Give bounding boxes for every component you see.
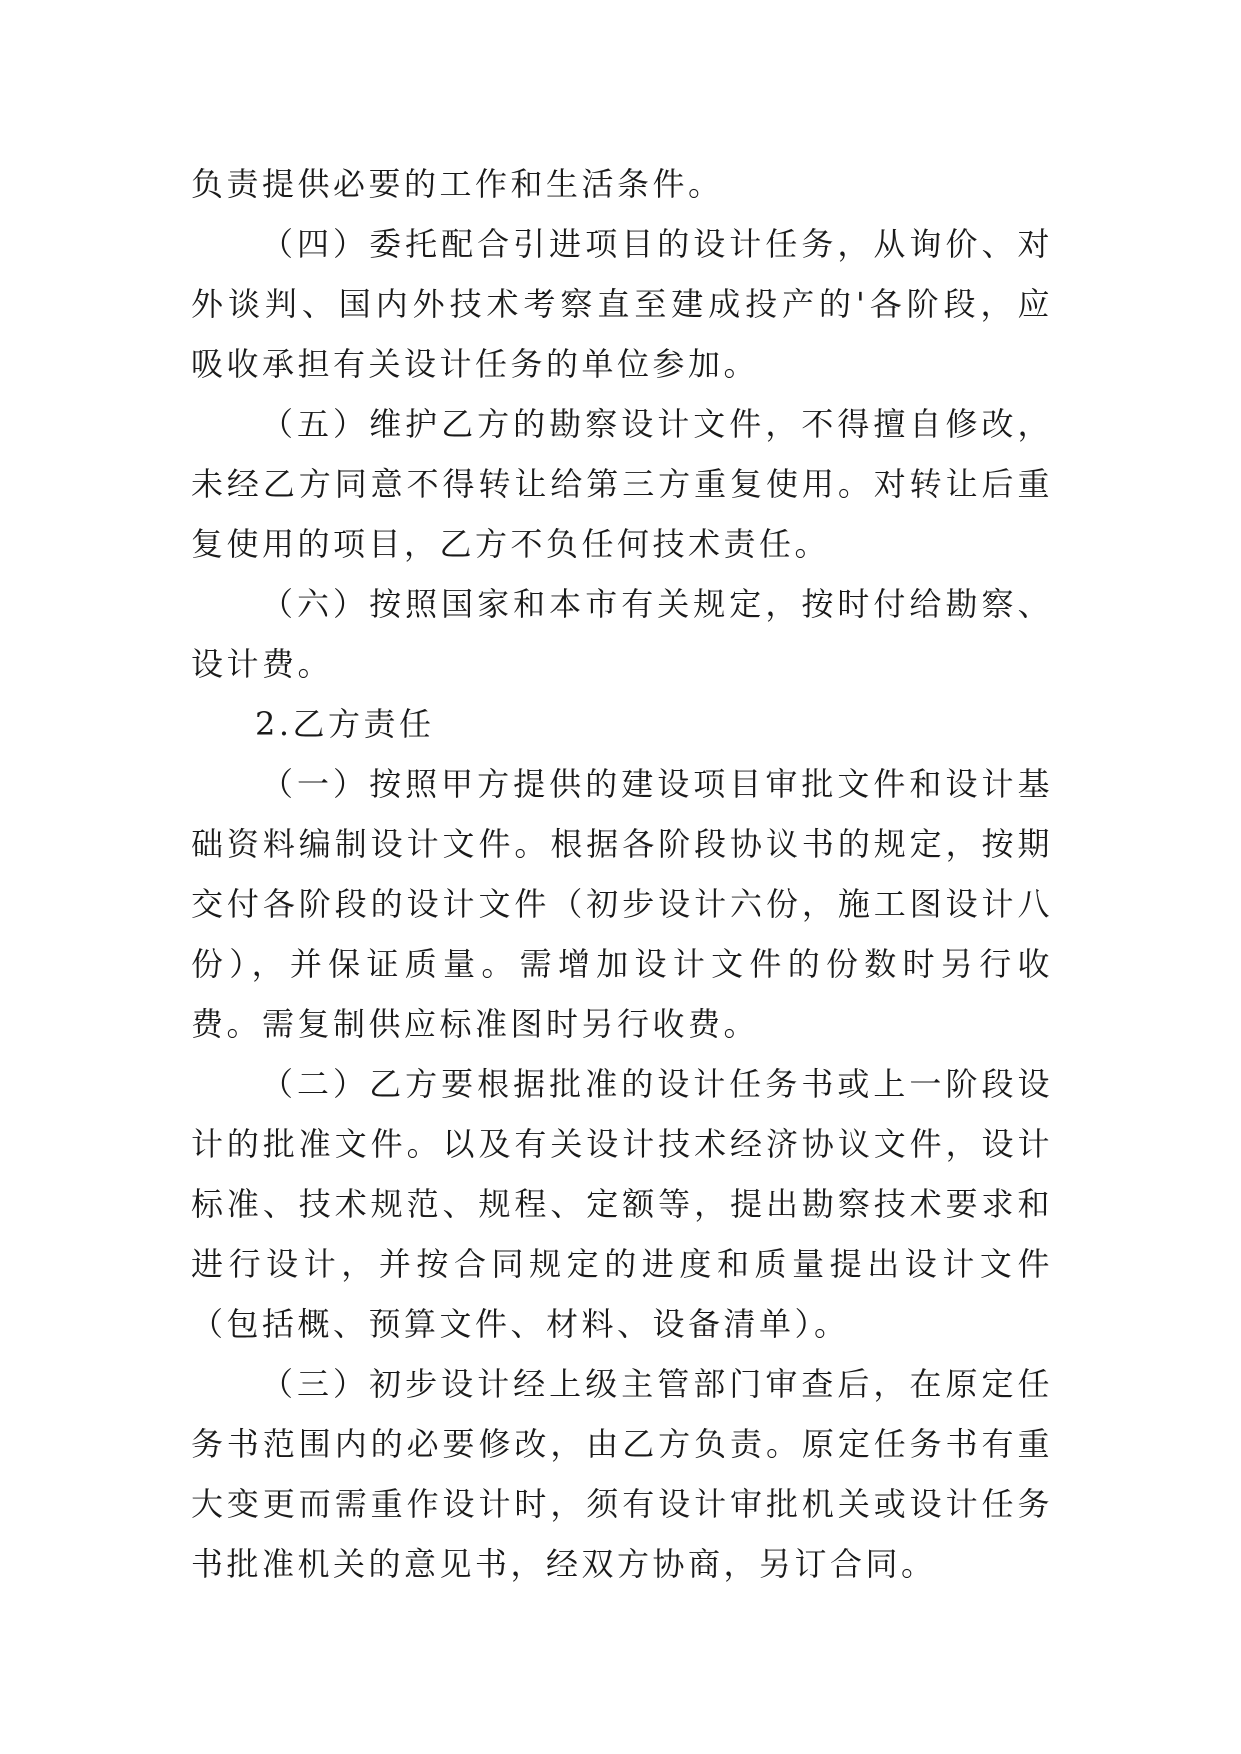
document-body [191, 154, 1053, 1594]
paragraph-clause-b1: （一）按照甲方提供的建设项目审批文件和设计基础资料编制设计文件。根据各阶段协议书的规定，按期交付各阶段的设计文件（初步设计六份，施工图设计八份），并保证质量。需增加设计文件的份数时另行收费。需复制供应标准图时另行收费。 [191, 765, 1053, 1043]
paragraph-clause-b2: （二）乙方要根据批准的设计任务书或上一阶段设计的批准文件。以及有关设计技术经济协议文件，设计标准、技术规范、规程、定额等，提出勘察技术要求和进行设计，并按合同规定的进度和质量提出设计文件（包括概、预算文件、材料、设备清单）。 [191, 1065, 1053, 1343]
paragraph-continuation: 负责提供必要的工作和生活条件。 [191, 165, 724, 203]
section-heading-party-b-responsibility: 2.乙方责任 [255, 705, 435, 743]
paragraph-clause-4: （四）委托配合引进项目的设计任务，从询价、对外谈判、国内外技术考察直至建成投产的'各阶段，应吸收承担有关设计任务的单位参加。 [191, 225, 1053, 383]
paragraph-clause-6: （六）按照国家和本市有关规定，按时付给勘察、设计费。 [191, 585, 1053, 683]
paragraph-clause-5: （五）维护乙方的勘察设计文件，不得擅自修改，未经乙方同意不得转让给第三方重复使用。对转让后重复使用的项目，乙方不负任何技术责任。 [191, 405, 1053, 563]
paragraph-clause-b3: （三）初步设计经上级主管部门审查后，在原定任务书范围内的必要修改，由乙方负责。原定任务书有重大变更而需重作设计时，须有设计审批机关或设计任务书批准机关的意见书，经双方协商，另订合同。 [191, 1365, 1053, 1583]
